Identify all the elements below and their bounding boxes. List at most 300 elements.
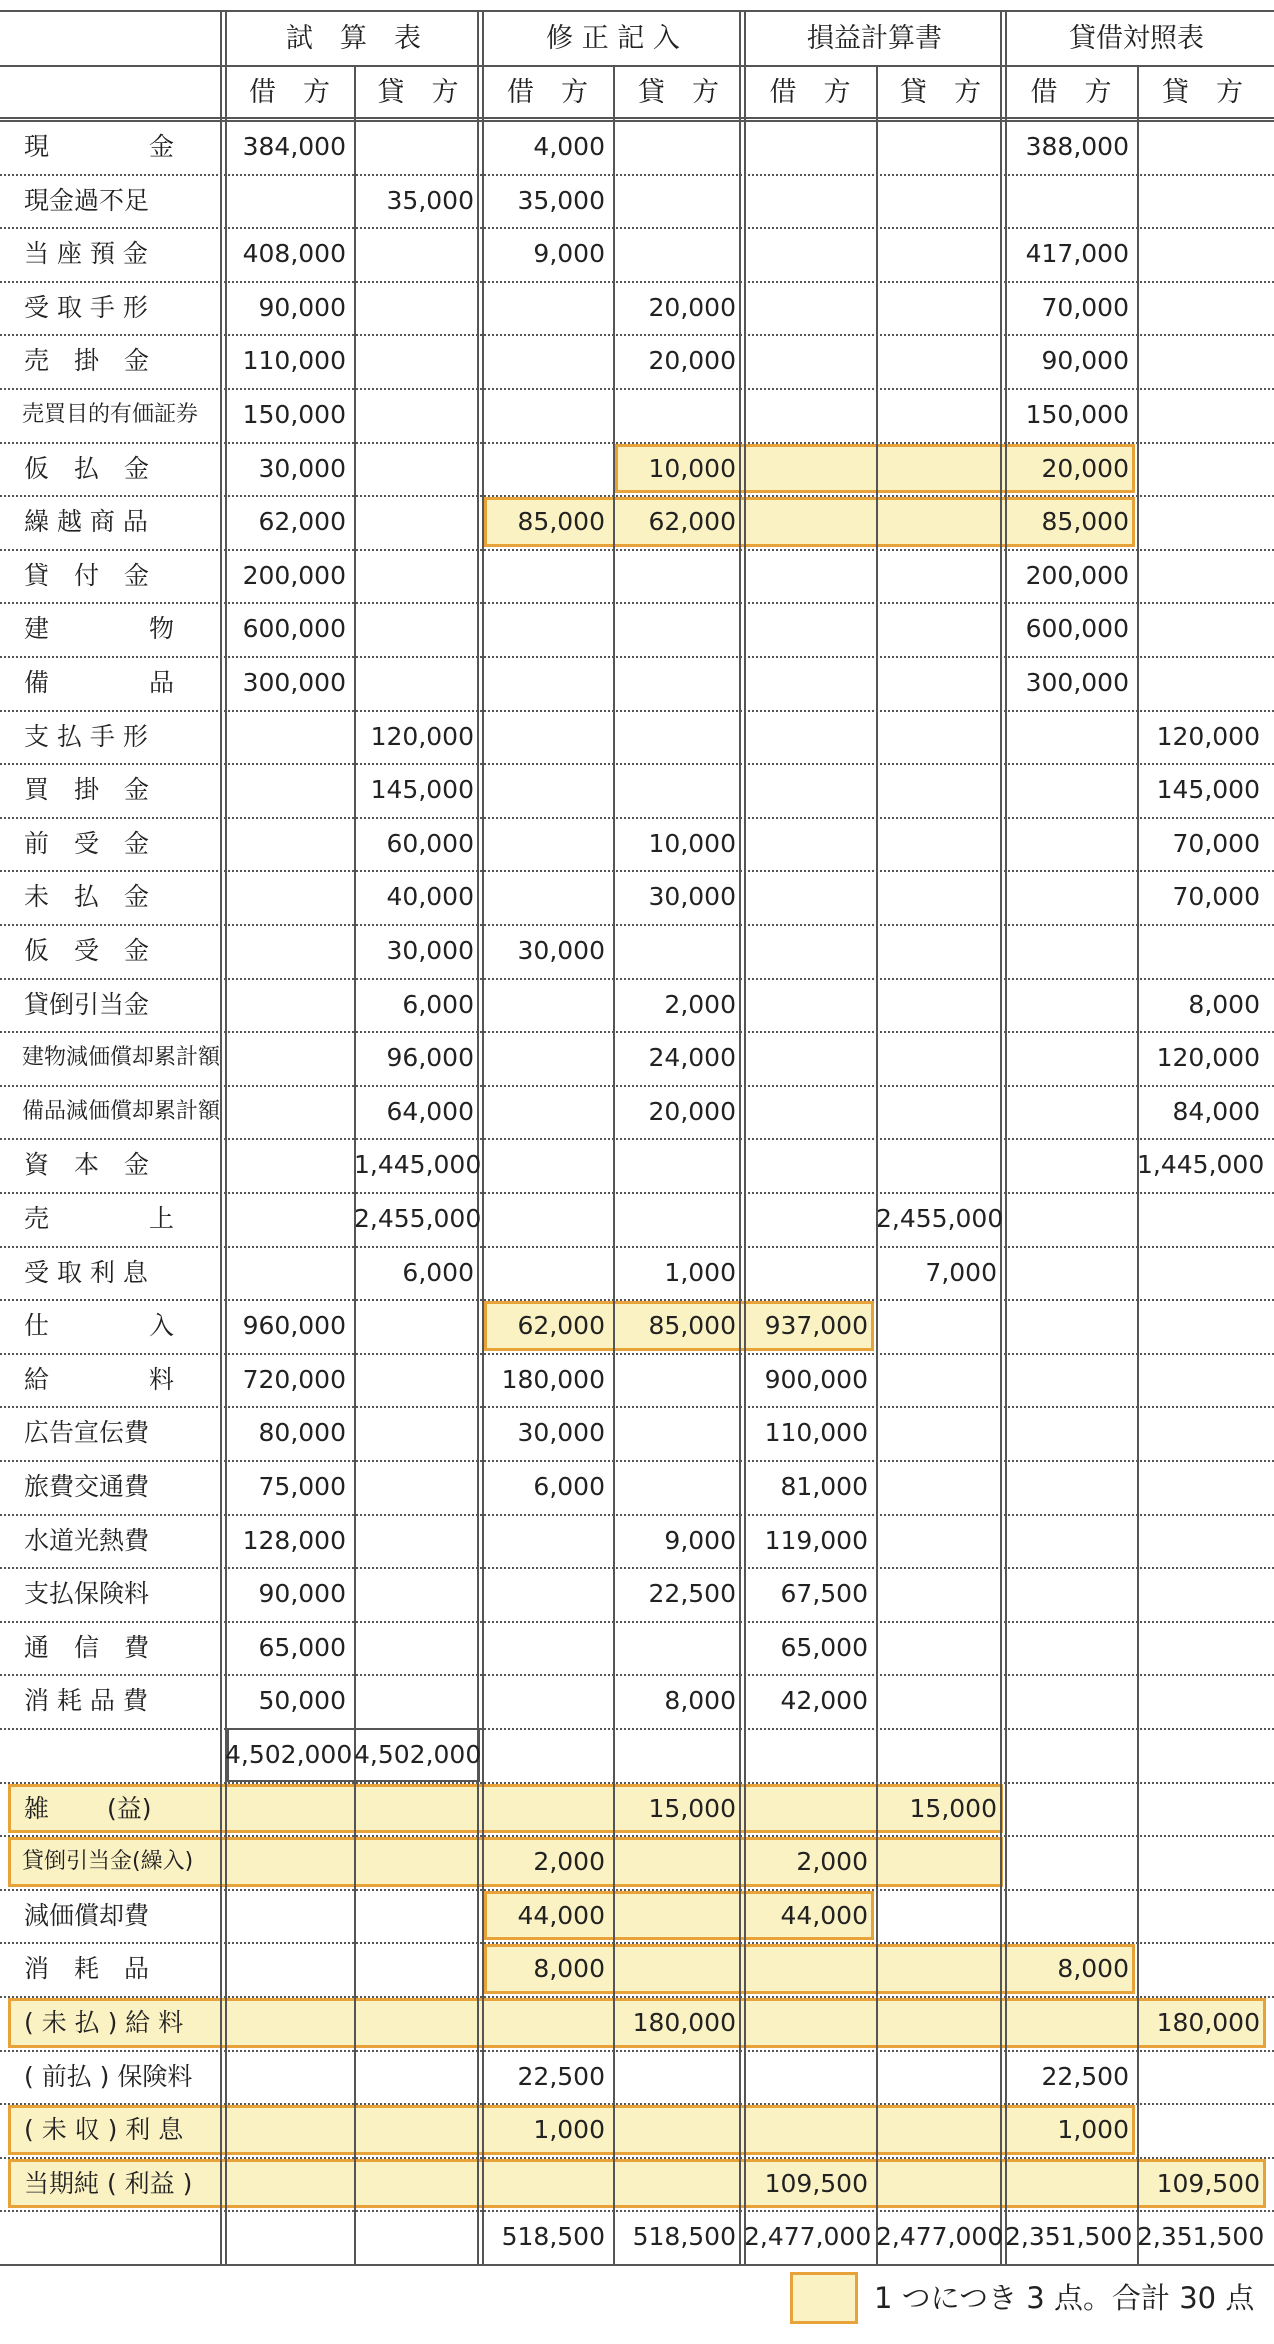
amount-cell bbox=[482, 281, 613, 334]
amount-cell: 6,000 bbox=[533, 1472, 605, 1501]
amount-cell bbox=[613, 2157, 744, 2210]
amount-cell bbox=[1005, 710, 1137, 763]
amount-cell bbox=[225, 1246, 354, 1299]
amount-cell: 2,000 bbox=[796, 1847, 868, 1877]
account-name: 前 受 金 bbox=[24, 828, 150, 858]
amount-cell: 44,000 bbox=[780, 1900, 868, 1930]
amount-cell bbox=[613, 174, 744, 227]
amount-cell bbox=[225, 2103, 354, 2156]
amount-cell: 6,000 bbox=[402, 1257, 474, 1287]
amount-cell: 20,000 bbox=[648, 292, 736, 322]
amount-cell: 384,000 bbox=[242, 132, 346, 161]
amount-cell bbox=[1005, 1460, 1137, 1513]
amount-cell bbox=[1005, 1728, 1137, 1781]
amount-cell bbox=[354, 227, 482, 280]
account-name: 売 掛 金 bbox=[24, 346, 150, 376]
amount-cell bbox=[1137, 1353, 1268, 1406]
amount-cell bbox=[744, 1138, 876, 1191]
debit-header: 借 方 bbox=[769, 77, 851, 108]
amount-cell: 1,445,000 bbox=[1137, 1150, 1265, 1180]
amount-cell bbox=[613, 388, 744, 441]
amount-cell bbox=[225, 2157, 354, 2210]
amount-cell: 7,000 bbox=[925, 1257, 997, 1287]
amount-cell bbox=[225, 1031, 354, 1084]
amount-cell: 85,000 bbox=[1041, 507, 1129, 537]
account-name: 現 金 bbox=[24, 132, 175, 161]
account-name: 支 払 手 形 bbox=[24, 721, 148, 751]
amount-cell bbox=[482, 1514, 613, 1567]
account-name: 広告宣伝費 bbox=[24, 1418, 150, 1448]
amount-cell bbox=[1137, 281, 1268, 334]
amount-cell bbox=[744, 120, 876, 173]
amount-cell bbox=[354, 1889, 482, 1942]
amount-cell bbox=[613, 227, 744, 280]
account-name: 仮 払 金 bbox=[24, 453, 150, 483]
amount-cell: 65,000 bbox=[780, 1632, 868, 1662]
amount-cell: 90,000 bbox=[258, 1579, 346, 1609]
amount-cell: 180,000 bbox=[632, 2008, 736, 2037]
amount-cell bbox=[1005, 1514, 1137, 1567]
amount-cell bbox=[876, 1460, 1005, 1513]
amount-cell bbox=[482, 1728, 613, 1781]
group-header: 貸借対照表 bbox=[1069, 23, 1204, 54]
amount-cell bbox=[744, 388, 876, 441]
amount-cell bbox=[1137, 1674, 1268, 1727]
amount-cell: 15,000 bbox=[648, 1793, 736, 1823]
amount-cell: 408,000 bbox=[242, 239, 346, 269]
account-name: 当 座 預 金 bbox=[24, 239, 148, 269]
account-name: 売買目的有価証券 bbox=[22, 402, 199, 427]
table-bottom-border bbox=[0, 2264, 1274, 2266]
account-name: 繰 越 商 品 bbox=[24, 507, 148, 537]
amount-cell: 1,000 bbox=[533, 2115, 605, 2145]
amount-cell bbox=[744, 710, 876, 763]
amount-cell bbox=[1005, 2157, 1137, 2210]
amount-cell bbox=[876, 1728, 1005, 1781]
amount-cell bbox=[482, 1192, 613, 1245]
account-name bbox=[6, 2210, 217, 2263]
amount-cell: 4,000 bbox=[533, 132, 605, 161]
account-name: 貸倒引当金(繰入) bbox=[22, 1849, 194, 1875]
amount-cell bbox=[1005, 1996, 1137, 2049]
amount-cell: 8,000 bbox=[1188, 989, 1260, 1019]
amount-cell: 300,000 bbox=[1025, 668, 1129, 697]
amount-cell: 2,351,500 bbox=[1137, 2222, 1265, 2252]
amount-cell bbox=[482, 334, 613, 387]
amount-cell bbox=[225, 1996, 354, 2049]
amount-cell bbox=[613, 1942, 744, 1995]
amount-cell bbox=[876, 334, 1005, 387]
amount-cell: 180,000 bbox=[1156, 2008, 1260, 2037]
amount-cell bbox=[613, 1406, 744, 1459]
amount-cell bbox=[354, 1353, 482, 1406]
amount-cell bbox=[876, 924, 1005, 977]
account-name: 雑 (益) bbox=[24, 1793, 152, 1823]
amount-cell: 30,000 bbox=[386, 936, 474, 965]
amount-cell bbox=[354, 2210, 482, 2263]
amount-cell bbox=[225, 1889, 354, 1942]
amount-cell bbox=[876, 763, 1005, 816]
amount-cell bbox=[1005, 1406, 1137, 1459]
amount-cell bbox=[1137, 1460, 1268, 1513]
amount-cell bbox=[482, 1782, 613, 1835]
amount-cell bbox=[744, 1085, 876, 1138]
amount-cell bbox=[876, 227, 1005, 280]
amount-cell: 40,000 bbox=[386, 882, 474, 912]
amount-cell bbox=[1137, 1192, 1268, 1245]
amount-cell bbox=[1005, 1299, 1137, 1352]
amount-cell bbox=[354, 1674, 482, 1727]
amount-cell: 2,000 bbox=[533, 1847, 605, 1877]
amount-cell: 518,500 bbox=[632, 2222, 736, 2252]
amount-cell bbox=[225, 1942, 354, 1995]
amount-cell: 42,000 bbox=[780, 1686, 868, 1716]
amount-cell: 1,445,000 bbox=[354, 1150, 482, 1180]
amount-cell bbox=[482, 870, 613, 923]
amount-cell bbox=[613, 2103, 744, 2156]
legend-highlight-swatch bbox=[790, 2272, 858, 2324]
amount-cell: 64,000 bbox=[386, 1096, 474, 1126]
amount-cell bbox=[1137, 495, 1268, 548]
amount-cell: 388,000 bbox=[1025, 132, 1129, 161]
amount-cell bbox=[613, 1353, 744, 1406]
amount-cell: 4,502,000 bbox=[354, 1740, 482, 1769]
account-name: 建物減価償却累計額 bbox=[22, 1045, 221, 1071]
amount-cell: 84,000 bbox=[1172, 1096, 1260, 1126]
amount-cell bbox=[744, 602, 876, 655]
amount-cell: 900,000 bbox=[764, 1364, 868, 1394]
amount-cell bbox=[876, 602, 1005, 655]
amount-cell bbox=[354, 334, 482, 387]
amount-cell bbox=[876, 1835, 1005, 1888]
amount-cell bbox=[744, 1246, 876, 1299]
amount-cell: 109,500 bbox=[1156, 2168, 1260, 2198]
amount-cell: 70,000 bbox=[1172, 828, 1260, 858]
account-name: 旅費交通費 bbox=[24, 1472, 150, 1501]
amount-cell: 2,351,500 bbox=[1005, 2222, 1133, 2252]
amount-cell bbox=[876, 442, 1005, 495]
amount-cell bbox=[613, 602, 744, 655]
amount-cell bbox=[225, 1085, 354, 1138]
amount-cell: 110,000 bbox=[242, 346, 346, 376]
amount-cell bbox=[1005, 978, 1137, 1031]
amount-cell: 24,000 bbox=[648, 1043, 736, 1073]
account-name: 買 掛 金 bbox=[24, 775, 150, 805]
amount-cell: 8,000 bbox=[533, 1954, 605, 1984]
amount-cell bbox=[1137, 1567, 1268, 1620]
amount-cell bbox=[1137, 1299, 1268, 1352]
amount-cell bbox=[744, 495, 876, 548]
amount-cell: 22,500 bbox=[1041, 2061, 1129, 2091]
amount-cell bbox=[744, 174, 876, 227]
amount-cell bbox=[876, 1406, 1005, 1459]
account-name: 給 料 bbox=[24, 1364, 175, 1394]
amount-cell: 35,000 bbox=[517, 185, 605, 215]
amount-cell: 10,000 bbox=[648, 453, 736, 483]
amount-cell bbox=[225, 817, 354, 870]
amount-cell: 2,455,000 bbox=[354, 1204, 482, 1233]
amount-cell bbox=[482, 388, 613, 441]
amount-cell: 2,455,000 bbox=[876, 1204, 1004, 1233]
account-name: 支払保険料 bbox=[24, 1579, 150, 1609]
account-name: 消 耗 品 bbox=[24, 1954, 150, 1984]
account-name: 備 品 bbox=[24, 668, 175, 697]
amount-cell bbox=[876, 549, 1005, 602]
amount-cell: 75,000 bbox=[258, 1472, 346, 1501]
amount-cell bbox=[1005, 817, 1137, 870]
amount-cell bbox=[482, 1246, 613, 1299]
amount-cell bbox=[744, 334, 876, 387]
amount-cell: 200,000 bbox=[242, 560, 346, 590]
amount-cell bbox=[876, 978, 1005, 1031]
amount-cell bbox=[613, 763, 744, 816]
account-name: 受 取 利 息 bbox=[24, 1257, 148, 1287]
group-divider bbox=[220, 10, 222, 2264]
group-header: 損益計算書 bbox=[807, 23, 942, 54]
amount-cell: 600,000 bbox=[242, 614, 346, 644]
amount-cell bbox=[876, 1085, 1005, 1138]
amount-cell bbox=[744, 1942, 876, 1995]
amount-cell: 200,000 bbox=[1025, 560, 1129, 590]
amount-cell bbox=[1137, 227, 1268, 280]
account-name: 消 耗 品 費 bbox=[24, 1686, 148, 1716]
amount-cell bbox=[1137, 1728, 1268, 1781]
amount-cell bbox=[876, 1031, 1005, 1084]
amount-cell: 22,500 bbox=[517, 2061, 605, 2091]
amount-cell bbox=[876, 656, 1005, 709]
account-name: 貸 付 金 bbox=[24, 560, 150, 590]
amount-cell bbox=[613, 1138, 744, 1191]
amount-cell: 96,000 bbox=[386, 1043, 474, 1073]
amount-cell bbox=[354, 656, 482, 709]
amount-cell: 80,000 bbox=[258, 1418, 346, 1448]
amount-cell bbox=[613, 1889, 744, 1942]
amount-cell bbox=[744, 2050, 876, 2103]
account-name: 水道光熱費 bbox=[24, 1525, 150, 1555]
amount-cell: 119,000 bbox=[764, 1525, 868, 1555]
amount-cell bbox=[876, 1514, 1005, 1567]
amount-cell bbox=[1005, 1192, 1137, 1245]
amount-cell bbox=[876, 388, 1005, 441]
amount-cell: 10,000 bbox=[648, 828, 736, 858]
credit-header: 貸 方 bbox=[900, 77, 981, 108]
amount-cell bbox=[1005, 1031, 1137, 1084]
amount-cell: 20,000 bbox=[648, 346, 736, 376]
amount-cell bbox=[744, 1996, 876, 2049]
amount-cell bbox=[613, 1621, 744, 1674]
amount-cell bbox=[876, 281, 1005, 334]
amount-cell bbox=[1005, 1138, 1137, 1191]
amount-cell bbox=[613, 120, 744, 173]
amount-cell: 70,000 bbox=[1172, 882, 1260, 912]
amount-cell bbox=[225, 1138, 354, 1191]
amount-cell: 109,500 bbox=[764, 2168, 868, 2198]
amount-cell: 67,500 bbox=[780, 1579, 868, 1609]
amount-cell bbox=[1137, 1942, 1268, 1995]
amount-cell bbox=[354, 120, 482, 173]
amount-cell bbox=[1005, 1246, 1137, 1299]
amount-cell bbox=[1005, 1674, 1137, 1727]
amount-cell bbox=[876, 710, 1005, 763]
amount-cell: 8,000 bbox=[1057, 1954, 1129, 1984]
amount-cell bbox=[1137, 334, 1268, 387]
amount-cell: 30,000 bbox=[517, 936, 605, 965]
amount-cell: 44,000 bbox=[517, 1900, 605, 1930]
amount-cell: 150,000 bbox=[242, 400, 346, 429]
amount-cell bbox=[1005, 924, 1137, 977]
amount-cell bbox=[354, 2103, 482, 2156]
amount-cell bbox=[876, 870, 1005, 923]
amount-cell bbox=[354, 1299, 482, 1352]
amount-cell bbox=[354, 1835, 482, 1888]
amount-cell bbox=[225, 763, 354, 816]
amount-cell bbox=[744, 763, 876, 816]
amount-cell bbox=[482, 710, 613, 763]
amount-cell bbox=[876, 1567, 1005, 1620]
amount-cell bbox=[225, 174, 354, 227]
amount-cell bbox=[1137, 1514, 1268, 1567]
amount-cell bbox=[876, 1138, 1005, 1191]
amount-cell: 65,000 bbox=[258, 1632, 346, 1662]
amount-cell bbox=[876, 495, 1005, 548]
amount-cell: 60,000 bbox=[386, 828, 474, 858]
amount-cell bbox=[354, 1406, 482, 1459]
amount-cell bbox=[744, 227, 876, 280]
account-name: 当期純 ( 利益 ) bbox=[24, 2168, 193, 2198]
amount-cell: 417,000 bbox=[1025, 239, 1129, 269]
credit-header: 貸 方 bbox=[638, 77, 719, 108]
amount-cell bbox=[744, 2103, 876, 2156]
amount-cell bbox=[613, 656, 744, 709]
amount-cell: 62,000 bbox=[258, 507, 346, 537]
account-name: 現金過不足 bbox=[24, 185, 150, 215]
amount-cell bbox=[744, 1728, 876, 1781]
amount-cell bbox=[354, 281, 482, 334]
amount-cell: 90,000 bbox=[1041, 346, 1129, 376]
amount-cell: 62,000 bbox=[648, 507, 736, 537]
debit-header: 借 方 bbox=[507, 77, 588, 108]
amount-cell bbox=[876, 1299, 1005, 1352]
amount-cell: 600,000 bbox=[1025, 614, 1129, 644]
account-name: 通 信 費 bbox=[24, 1632, 150, 1662]
group-header: 試 算 表 bbox=[286, 23, 421, 54]
amount-cell bbox=[354, 549, 482, 602]
account-name bbox=[6, 1728, 217, 1781]
amount-cell bbox=[876, 2103, 1005, 2156]
amount-cell bbox=[482, 763, 613, 816]
amount-cell bbox=[744, 656, 876, 709]
amount-cell bbox=[1137, 656, 1268, 709]
amount-cell bbox=[876, 2050, 1005, 2103]
amount-cell bbox=[225, 1782, 354, 1835]
account-name: 受 取 手 形 bbox=[24, 292, 148, 322]
amount-cell bbox=[744, 817, 876, 870]
amount-cell bbox=[1005, 1782, 1137, 1835]
amount-cell: 8,000 bbox=[664, 1686, 736, 1716]
amount-cell bbox=[744, 870, 876, 923]
amount-cell bbox=[744, 442, 876, 495]
amount-cell bbox=[482, 1085, 613, 1138]
amount-cell bbox=[354, 602, 482, 655]
group-header: 修 正 記 入 bbox=[546, 23, 680, 54]
amount-cell bbox=[354, 1514, 482, 1567]
account-name: ( 未 収 ) 利 息 bbox=[24, 2115, 184, 2145]
amount-cell bbox=[1137, 1835, 1268, 1888]
amount-cell bbox=[225, 924, 354, 977]
amount-cell: 30,000 bbox=[517, 1418, 605, 1448]
amount-cell bbox=[225, 710, 354, 763]
account-name: 資 本 金 bbox=[24, 1150, 150, 1180]
amount-cell bbox=[876, 1621, 1005, 1674]
amount-cell: 2,477,000 bbox=[876, 2222, 1004, 2252]
amount-cell: 22,500 bbox=[648, 1579, 736, 1609]
amount-cell bbox=[482, 978, 613, 1031]
amount-cell bbox=[744, 549, 876, 602]
amount-cell bbox=[482, 442, 613, 495]
amount-cell: 62,000 bbox=[517, 1311, 605, 1341]
account-name: 仮 受 金 bbox=[24, 936, 150, 965]
amount-cell bbox=[354, 1996, 482, 2049]
amount-cell: 120,000 bbox=[1156, 1043, 1260, 1073]
amount-cell bbox=[482, 2157, 613, 2210]
amount-cell bbox=[225, 2210, 354, 2263]
amount-cell bbox=[225, 978, 354, 1031]
amount-cell bbox=[1005, 1835, 1137, 1888]
account-name: 貸倒引当金 bbox=[24, 989, 150, 1019]
amount-cell bbox=[744, 1192, 876, 1245]
amount-cell bbox=[1137, 1621, 1268, 1674]
amount-cell: 300,000 bbox=[242, 668, 346, 697]
amount-cell bbox=[1137, 924, 1268, 977]
amount-cell bbox=[613, 710, 744, 763]
amount-cell bbox=[1137, 2103, 1268, 2156]
amount-cell: 9,000 bbox=[664, 1525, 736, 1555]
amount-cell: 128,000 bbox=[242, 1525, 346, 1555]
amount-cell: 150,000 bbox=[1025, 400, 1129, 429]
amount-cell bbox=[1005, 1889, 1137, 1942]
amount-cell bbox=[1137, 442, 1268, 495]
credit-header: 貸 方 bbox=[1162, 77, 1243, 108]
amount-cell: 960,000 bbox=[242, 1311, 346, 1341]
account-name: ( 未 払 ) 給 料 bbox=[24, 2008, 184, 2037]
amount-cell bbox=[1005, 1353, 1137, 1406]
amount-cell bbox=[613, 1728, 744, 1781]
amount-cell: 35,000 bbox=[386, 185, 474, 215]
amount-cell bbox=[354, 1460, 482, 1513]
debit-header: 借 方 bbox=[1030, 77, 1112, 108]
amount-cell bbox=[354, 1782, 482, 1835]
amount-cell bbox=[876, 1996, 1005, 2049]
amount-cell bbox=[225, 1192, 354, 1245]
legend-text: 1 つにつき 3 点。合計 30 点 bbox=[874, 2281, 1255, 2315]
amount-cell bbox=[354, 2157, 482, 2210]
amount-cell: 2,477,000 bbox=[744, 2222, 872, 2252]
amount-cell bbox=[482, 817, 613, 870]
amount-cell bbox=[1137, 1246, 1268, 1299]
amount-cell bbox=[876, 1942, 1005, 1995]
amount-cell bbox=[876, 174, 1005, 227]
amount-cell: 180,000 bbox=[501, 1364, 605, 1394]
amount-cell: 2,000 bbox=[664, 989, 736, 1019]
amount-cell bbox=[1005, 870, 1137, 923]
amount-cell bbox=[1005, 1567, 1137, 1620]
amount-cell: 720,000 bbox=[242, 1364, 346, 1394]
amount-cell bbox=[1005, 763, 1137, 816]
amount-cell: 70,000 bbox=[1041, 292, 1129, 322]
amount-cell bbox=[876, 817, 1005, 870]
amount-cell bbox=[1137, 1782, 1268, 1835]
amount-cell bbox=[1137, 174, 1268, 227]
